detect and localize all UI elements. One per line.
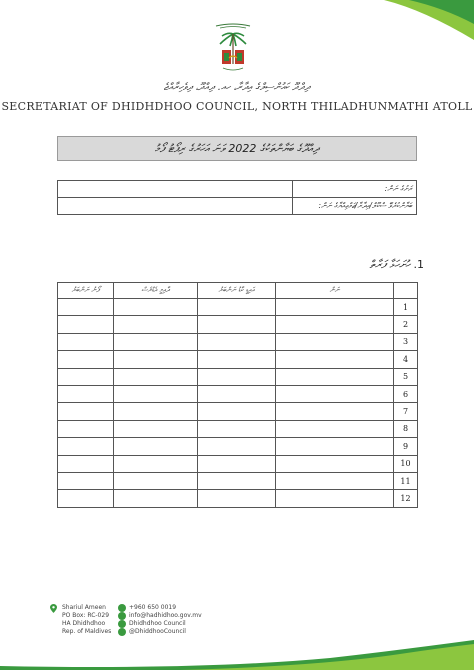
table-cell[interactable] (198, 316, 276, 333)
table-cell[interactable] (114, 455, 198, 472)
info-value-field[interactable] (58, 198, 293, 215)
phone-text[interactable]: +960 650 0019 (129, 604, 177, 611)
table-row (58, 316, 418, 333)
email-row (118, 612, 238, 620)
table-cell[interactable] (276, 368, 394, 385)
row-number: 5 (394, 368, 418, 385)
table-row (58, 385, 418, 402)
maldives-emblem-icon (208, 20, 258, 78)
address-line: HA Dhidhdhoo (62, 620, 106, 627)
table-row (58, 438, 418, 455)
twitter-row (118, 628, 238, 636)
table-row (58, 472, 418, 489)
table-row (58, 368, 418, 385)
table-cell[interactable] (276, 420, 394, 437)
table-cell[interactable] (58, 368, 114, 385)
table-cell[interactable] (276, 316, 394, 333)
location-pin-icon (50, 604, 57, 613)
row-number: 2 (394, 316, 418, 333)
table-cell[interactable] (58, 490, 114, 507)
table-cell[interactable] (198, 385, 276, 402)
row-number: 1 (394, 299, 418, 316)
table-cell[interactable] (198, 351, 276, 368)
dhivehi-org-heading: ދިދްދޫ ކައުންސިލްގެ އިދާރާ، ހއ. ދިއްދޫ، ދިވެހިރާއްޖެ (163, 82, 311, 93)
section-number: 1. (413, 258, 424, 271)
table-cell[interactable] (114, 316, 198, 333)
table-cell[interactable] (114, 299, 198, 316)
form-title-banner: ދިއްދޫގެ ބަޔާންތަކުގެ 2022 ވަނަ އަހަރުގެ ރިޕޯޓު ފޯމު (57, 136, 417, 161)
table-cell[interactable] (198, 490, 276, 507)
table-cell[interactable] (58, 420, 114, 437)
table-cell[interactable] (276, 299, 394, 316)
column-header-number (394, 283, 418, 299)
table-cell[interactable] (114, 403, 198, 420)
table-cell[interactable] (58, 333, 114, 350)
table-cell[interactable] (198, 333, 276, 350)
table-row (58, 420, 418, 437)
address-line: Shariul Ameen (62, 604, 106, 611)
table-cell[interactable] (58, 403, 114, 420)
table-row (58, 299, 418, 316)
table-cell[interactable] (58, 351, 114, 368)
table-cell[interactable] (276, 438, 394, 455)
table-cell[interactable] (114, 385, 198, 402)
corner-decoration (364, 0, 474, 44)
table-cell[interactable] (58, 299, 114, 316)
column-header: އައިޑީ ކާޑު ނަންބަރު (198, 283, 276, 299)
table-cell[interactable] (198, 438, 276, 455)
footer-address (62, 604, 122, 636)
table-cell[interactable] (114, 420, 198, 437)
table-cell[interactable] (276, 351, 394, 368)
section-heading (369, 258, 424, 272)
table-cell[interactable] (276, 455, 394, 472)
row-number: 4 (394, 351, 418, 368)
footer-contacts (118, 604, 238, 636)
table-row (58, 455, 418, 472)
table-cell[interactable] (198, 455, 276, 472)
table-row (58, 333, 418, 350)
info-table (57, 180, 417, 215)
table-cell[interactable] (198, 420, 276, 437)
table-cell[interactable] (114, 438, 198, 455)
table-cell[interactable] (198, 368, 276, 385)
table-cell[interactable] (58, 455, 114, 472)
table-cell[interactable] (276, 333, 394, 350)
info-row (58, 181, 417, 198)
facebook-row (118, 620, 238, 628)
table-row (58, 490, 418, 507)
table-cell[interactable] (114, 472, 198, 489)
table-row (58, 403, 418, 420)
footer-wave-decoration (0, 640, 474, 670)
column-header: ދާއިމީ އެޑްރެސް (114, 283, 198, 299)
table-cell[interactable] (276, 490, 394, 507)
table-cell[interactable] (114, 490, 198, 507)
row-number: 7 (394, 403, 418, 420)
row-number: 8 (394, 420, 418, 437)
info-label: ރަށުގެ ނަން: (293, 181, 417, 198)
email-icon (118, 612, 126, 620)
table-cell[interactable] (198, 299, 276, 316)
table-cell[interactable] (276, 385, 394, 402)
table-cell[interactable] (58, 438, 114, 455)
table-cell[interactable] (198, 403, 276, 420)
row-number: 3 (394, 333, 418, 350)
info-value-field[interactable] (58, 181, 293, 198)
table-cell[interactable] (58, 385, 114, 402)
table-cell[interactable] (58, 472, 114, 489)
row-number: 11 (394, 472, 418, 489)
twitter-text[interactable]: @DhiddhooCouncil (129, 628, 186, 635)
table-cell[interactable] (276, 472, 394, 489)
table-cell[interactable] (114, 368, 198, 385)
row-number: 12 (394, 490, 418, 507)
column-header: ނަން (276, 283, 394, 299)
twitter-icon (118, 628, 126, 636)
row-number: 6 (394, 385, 418, 402)
table-row (58, 351, 418, 368)
table-header-row (58, 283, 418, 299)
phone-icon (118, 604, 126, 612)
address-line: PO Box: RC-029 (62, 612, 110, 619)
facebook-text[interactable]: Dhidhdhoo Council (129, 620, 186, 627)
organization-name: SECRETARIAT OF DHIDHDHOO COUNCIL, NORTH THILADHUNMATHI ATOLL (1, 100, 473, 113)
email-text[interactable]: info@hadhidhoo.gov.mv (129, 612, 202, 619)
column-header: ފޯނު ނަންބަރު (58, 283, 114, 299)
applicant-table (57, 282, 418, 508)
section-title: ހުށަހަޅާ ފަރާތް (369, 258, 410, 271)
table-cell[interactable] (58, 316, 114, 333)
address-line: Rep. of Maldives (62, 628, 112, 635)
info-row (58, 198, 417, 215)
phone-row (118, 604, 238, 612)
row-number: 9 (394, 438, 418, 455)
table-cell[interactable] (114, 351, 198, 368)
table-cell[interactable] (276, 403, 394, 420)
facebook-icon (118, 620, 126, 628)
row-number: 10 (394, 455, 418, 472)
info-label: ބަޔާންކުރެވޭ ސްކޫލް/އިދާރާ/ޖަމްޢިއްޔާގެ ނަން: (293, 198, 417, 215)
table-cell[interactable] (198, 472, 276, 489)
table-cell[interactable] (114, 333, 198, 350)
